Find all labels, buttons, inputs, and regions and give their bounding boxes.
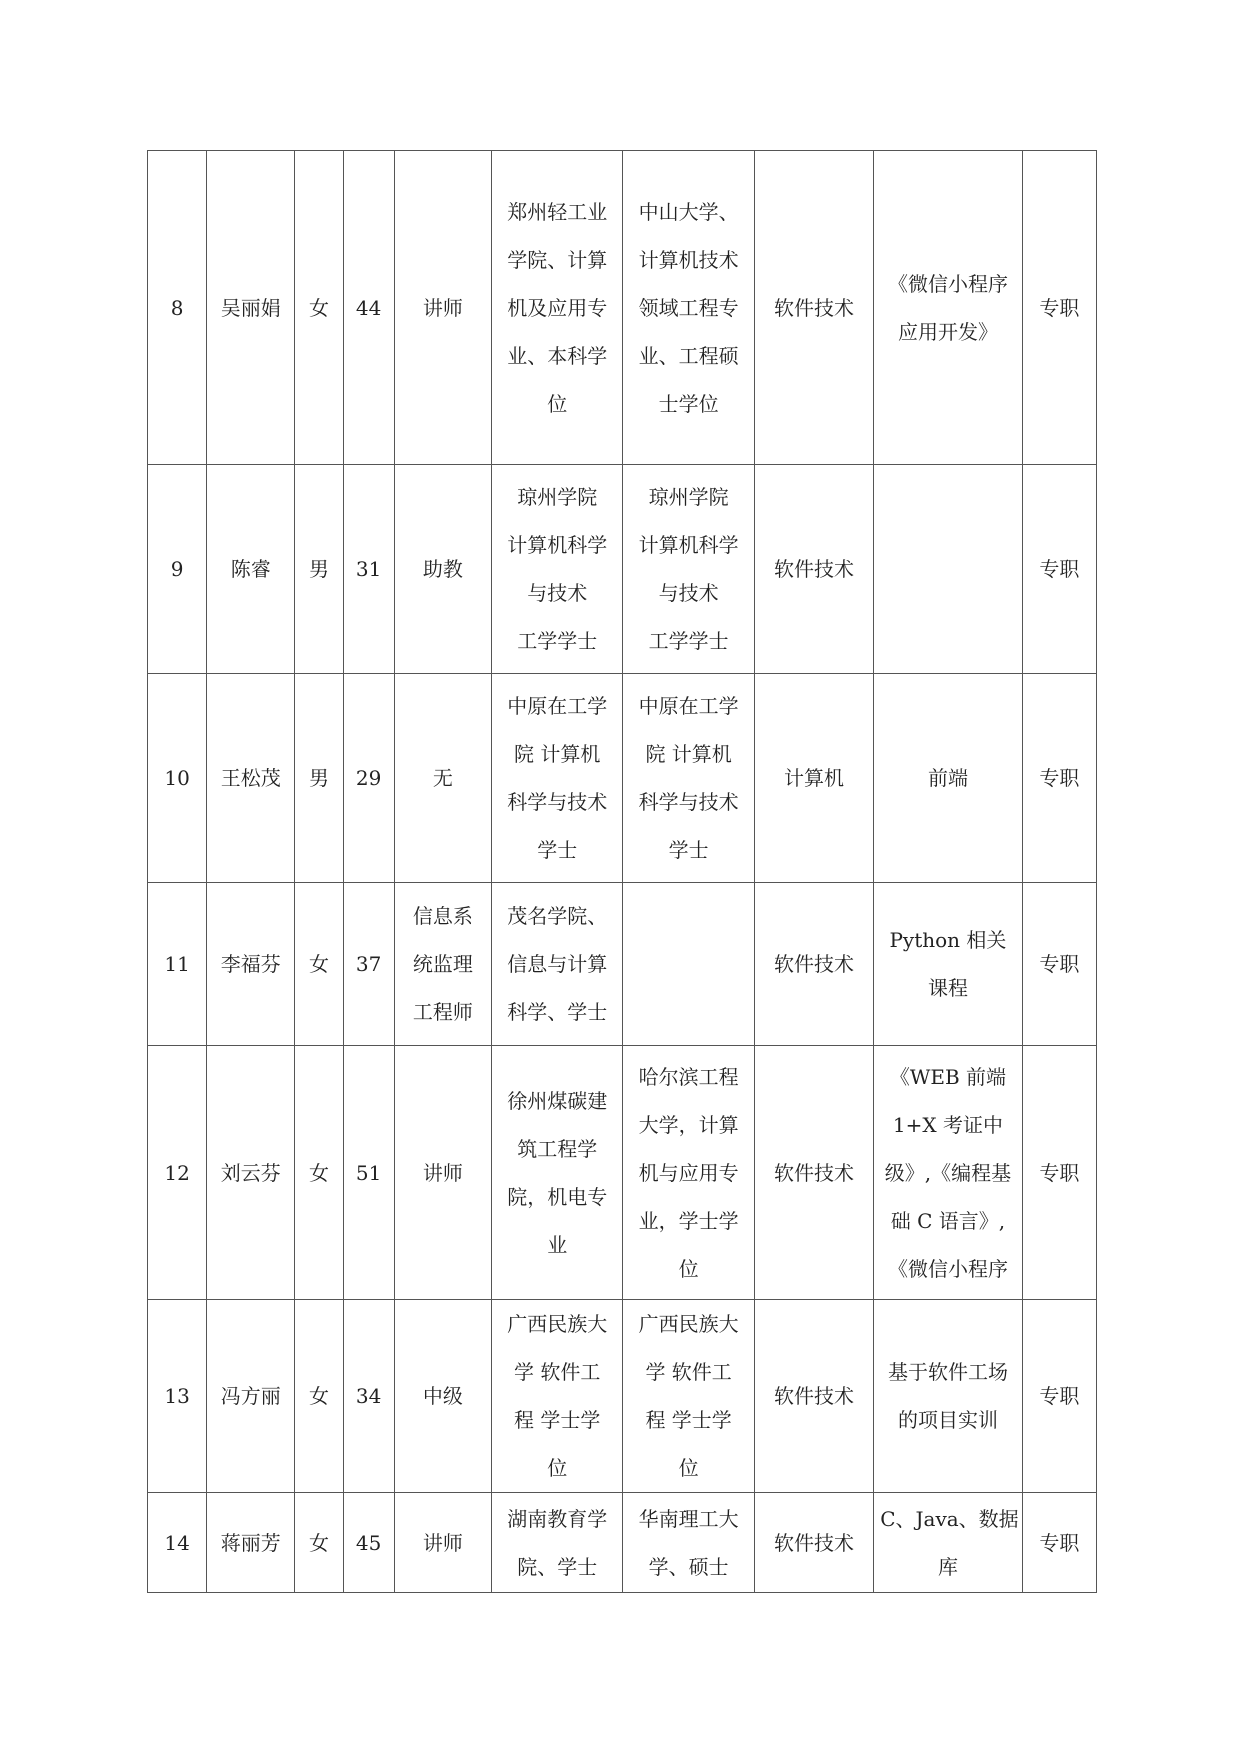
cell-line: 广西民族大 xyxy=(638,1312,739,1336)
table-row xyxy=(148,883,1097,1046)
cell-line: 位 xyxy=(547,1456,568,1480)
cell-line: 计算机科学 xyxy=(638,533,739,557)
cell-line: 院 计算机 xyxy=(514,742,601,766)
teaching-major: 软件技术 xyxy=(754,1046,873,1300)
cell-line: 工程师 xyxy=(412,1000,473,1024)
row-number: 10 xyxy=(148,674,207,883)
cell-line: 《WEB 前端 xyxy=(889,1064,1007,1089)
cell-line: 基于软件工场 xyxy=(887,1360,1008,1384)
cell-line: 大学，计算 xyxy=(638,1112,739,1137)
row-number: 11 xyxy=(148,883,207,1046)
cell-line: 《微信小程序 xyxy=(887,1256,1008,1281)
professional-title: 讲师 xyxy=(394,1046,491,1300)
cell-line: 工学学士 xyxy=(648,629,729,653)
courses xyxy=(874,151,1022,465)
cell-line: 课程 xyxy=(927,976,968,1000)
teaching-major: 计算机 xyxy=(754,674,873,883)
gender: 女 xyxy=(295,883,343,1046)
cell-line: 郑州轻工业 xyxy=(507,199,608,224)
cell-line: 院 计算机 xyxy=(645,742,732,766)
highest-degree xyxy=(623,1300,754,1493)
table-row xyxy=(148,1046,1097,1300)
first-degree xyxy=(492,1493,623,1593)
teaching-major: 软件技术 xyxy=(754,883,873,1046)
professional-title: 中级 xyxy=(394,1300,491,1493)
teacher-name: 陈睿 xyxy=(207,465,295,674)
gender: 女 xyxy=(295,1493,343,1593)
age: 51 xyxy=(343,1046,394,1300)
cell-line: 的项目实训 xyxy=(897,1408,998,1432)
first-degree xyxy=(492,151,623,465)
first-degree xyxy=(492,465,623,674)
table-row xyxy=(148,1300,1097,1493)
cell-line: 库 xyxy=(937,1554,958,1579)
cell-line: 院，机电专 xyxy=(507,1184,608,1209)
teacher-name: 刘云芬 xyxy=(207,1046,295,1300)
age: 37 xyxy=(343,883,394,1046)
cell-line: 学 软件工 xyxy=(514,1360,601,1384)
table-row xyxy=(148,674,1097,883)
gender: 女 xyxy=(295,1300,343,1493)
table-body xyxy=(148,151,1097,1593)
employment-type: 专职 xyxy=(1022,1493,1096,1593)
cell-line: 学、硕士 xyxy=(648,1554,729,1579)
employment-type: 专职 xyxy=(1022,1300,1096,1493)
cell-line: 学院、计算 xyxy=(507,247,608,272)
employment-type: 专职 xyxy=(1022,883,1096,1046)
cell-line: 位 xyxy=(547,391,568,416)
cell-line: 筑工程学 xyxy=(517,1136,598,1161)
gender: 女 xyxy=(295,151,343,465)
courses xyxy=(874,674,1022,883)
cell-line: 学士 xyxy=(668,838,709,862)
cell-line: 业 xyxy=(547,1232,568,1257)
row-number: 8 xyxy=(148,151,207,465)
table-row xyxy=(148,1493,1097,1593)
first-degree xyxy=(492,1046,623,1300)
highest-degree xyxy=(623,465,754,674)
teaching-major: 软件技术 xyxy=(754,151,873,465)
cell-line: 领域工程专 xyxy=(638,295,739,320)
cell-line: 业，学士学 xyxy=(638,1208,739,1233)
table-row xyxy=(148,151,1097,465)
cell-line: 应用开发》 xyxy=(897,319,998,344)
first-degree xyxy=(492,883,623,1046)
teacher-name: 冯方丽 xyxy=(207,1300,295,1493)
row-number: 13 xyxy=(148,1300,207,1493)
cell-line: 工学学士 xyxy=(517,629,598,653)
teacher-name: 蒋丽芳 xyxy=(207,1493,295,1593)
cell-line: 华南理工大 xyxy=(638,1506,739,1531)
courses xyxy=(874,465,1022,674)
row-number: 12 xyxy=(148,1046,207,1300)
teacher-name: 吴丽娟 xyxy=(207,151,295,465)
cell-line: 级》,《编程基 xyxy=(884,1160,1012,1185)
cell-line: 信息系 xyxy=(412,904,473,928)
cell-line: Python 相关 xyxy=(889,928,1007,952)
cell-line: 中原在工学 xyxy=(638,694,739,718)
professional-title: 讲师 xyxy=(394,1493,491,1593)
cell-line: 业、本科学 xyxy=(507,343,608,368)
cell-line: 湖南教育学 xyxy=(507,1506,608,1531)
cell-line: 学 软件工 xyxy=(645,1360,732,1384)
cell-line: 中山大学、 xyxy=(638,199,739,224)
cell-line: 位 xyxy=(678,1256,699,1281)
employment-type: 专职 xyxy=(1022,1046,1096,1300)
age: 45 xyxy=(343,1493,394,1593)
teacher-name: 李福芬 xyxy=(207,883,295,1046)
highest-degree xyxy=(623,151,754,465)
cell-line: 琼州学院 xyxy=(648,485,729,509)
cell-line: 与技术 xyxy=(658,581,719,605)
professional-title: 讲师 xyxy=(394,151,491,465)
cell-line: 茂名学院、 xyxy=(507,904,608,928)
cell-line: 1+X 考证中 xyxy=(892,1112,1003,1137)
cell-line: 士学位 xyxy=(658,391,719,416)
cell-line: 统监理 xyxy=(412,952,473,976)
highest-degree xyxy=(623,1046,754,1300)
professional-title: 助教 xyxy=(394,465,491,674)
gender: 男 xyxy=(295,674,343,883)
cell-line: 机及应用专 xyxy=(507,295,608,320)
cell-line: 础 C 语言》, xyxy=(890,1208,1006,1233)
cell-line: 《微信小程序 xyxy=(887,271,1008,296)
row-number: 14 xyxy=(148,1493,207,1593)
cell-line: 科学与技术 xyxy=(507,790,608,814)
cell-line: 中原在工学 xyxy=(507,694,608,718)
cell-line: 信息与计算 xyxy=(507,952,608,976)
courses xyxy=(874,1046,1022,1300)
employment-type: 专职 xyxy=(1022,674,1096,883)
highest-degree xyxy=(623,883,754,1046)
employment-type: 专职 xyxy=(1022,465,1096,674)
age: 31 xyxy=(343,465,394,674)
cell-line: C、Java、数据 xyxy=(880,1506,1019,1531)
cell-line: 业、工程硕 xyxy=(638,343,739,368)
teaching-major: 软件技术 xyxy=(754,465,873,674)
cell-line: 与技术 xyxy=(527,581,588,605)
cell-line: 学士 xyxy=(537,838,578,862)
cell-line: 院、学士 xyxy=(517,1554,598,1579)
employment-type: 专职 xyxy=(1022,151,1096,465)
courses xyxy=(874,883,1022,1046)
age: 34 xyxy=(343,1300,394,1493)
teacher-name: 王松茂 xyxy=(207,674,295,883)
row-number: 9 xyxy=(148,465,207,674)
professional-title xyxy=(394,883,491,1046)
highest-degree xyxy=(623,674,754,883)
cell-line: 徐州煤碳建 xyxy=(507,1088,608,1113)
first-degree xyxy=(492,1300,623,1493)
cell-line: 程 学士学 xyxy=(645,1408,732,1432)
cell-line: 位 xyxy=(678,1456,699,1480)
cell-line: 计算机技术 xyxy=(638,247,739,272)
professional-title: 无 xyxy=(394,674,491,883)
teaching-major: 软件技术 xyxy=(754,1300,873,1493)
cell-line: 机与应用专 xyxy=(638,1160,739,1185)
age: 29 xyxy=(343,674,394,883)
cell-line: 科学与技术 xyxy=(638,790,739,814)
cell-line: 广西民族大 xyxy=(507,1312,608,1336)
cell-line: 哈尔滨工程 xyxy=(638,1064,739,1089)
age: 44 xyxy=(343,151,394,465)
staff-table xyxy=(147,150,1097,1593)
teaching-major: 软件技术 xyxy=(754,1493,873,1593)
cell-line: 前端 xyxy=(927,766,968,790)
first-degree xyxy=(492,674,623,883)
cell-line: 琼州学院 xyxy=(517,485,598,509)
gender: 女 xyxy=(295,1046,343,1300)
cell-line: 科学、学士 xyxy=(507,1000,608,1024)
cell-line: 计算机科学 xyxy=(507,533,608,557)
table-row xyxy=(148,465,1097,674)
highest-degree xyxy=(623,1493,754,1593)
courses xyxy=(874,1493,1022,1593)
cell-line: 程 学士学 xyxy=(514,1408,601,1432)
gender: 男 xyxy=(295,465,343,674)
courses xyxy=(874,1300,1022,1493)
